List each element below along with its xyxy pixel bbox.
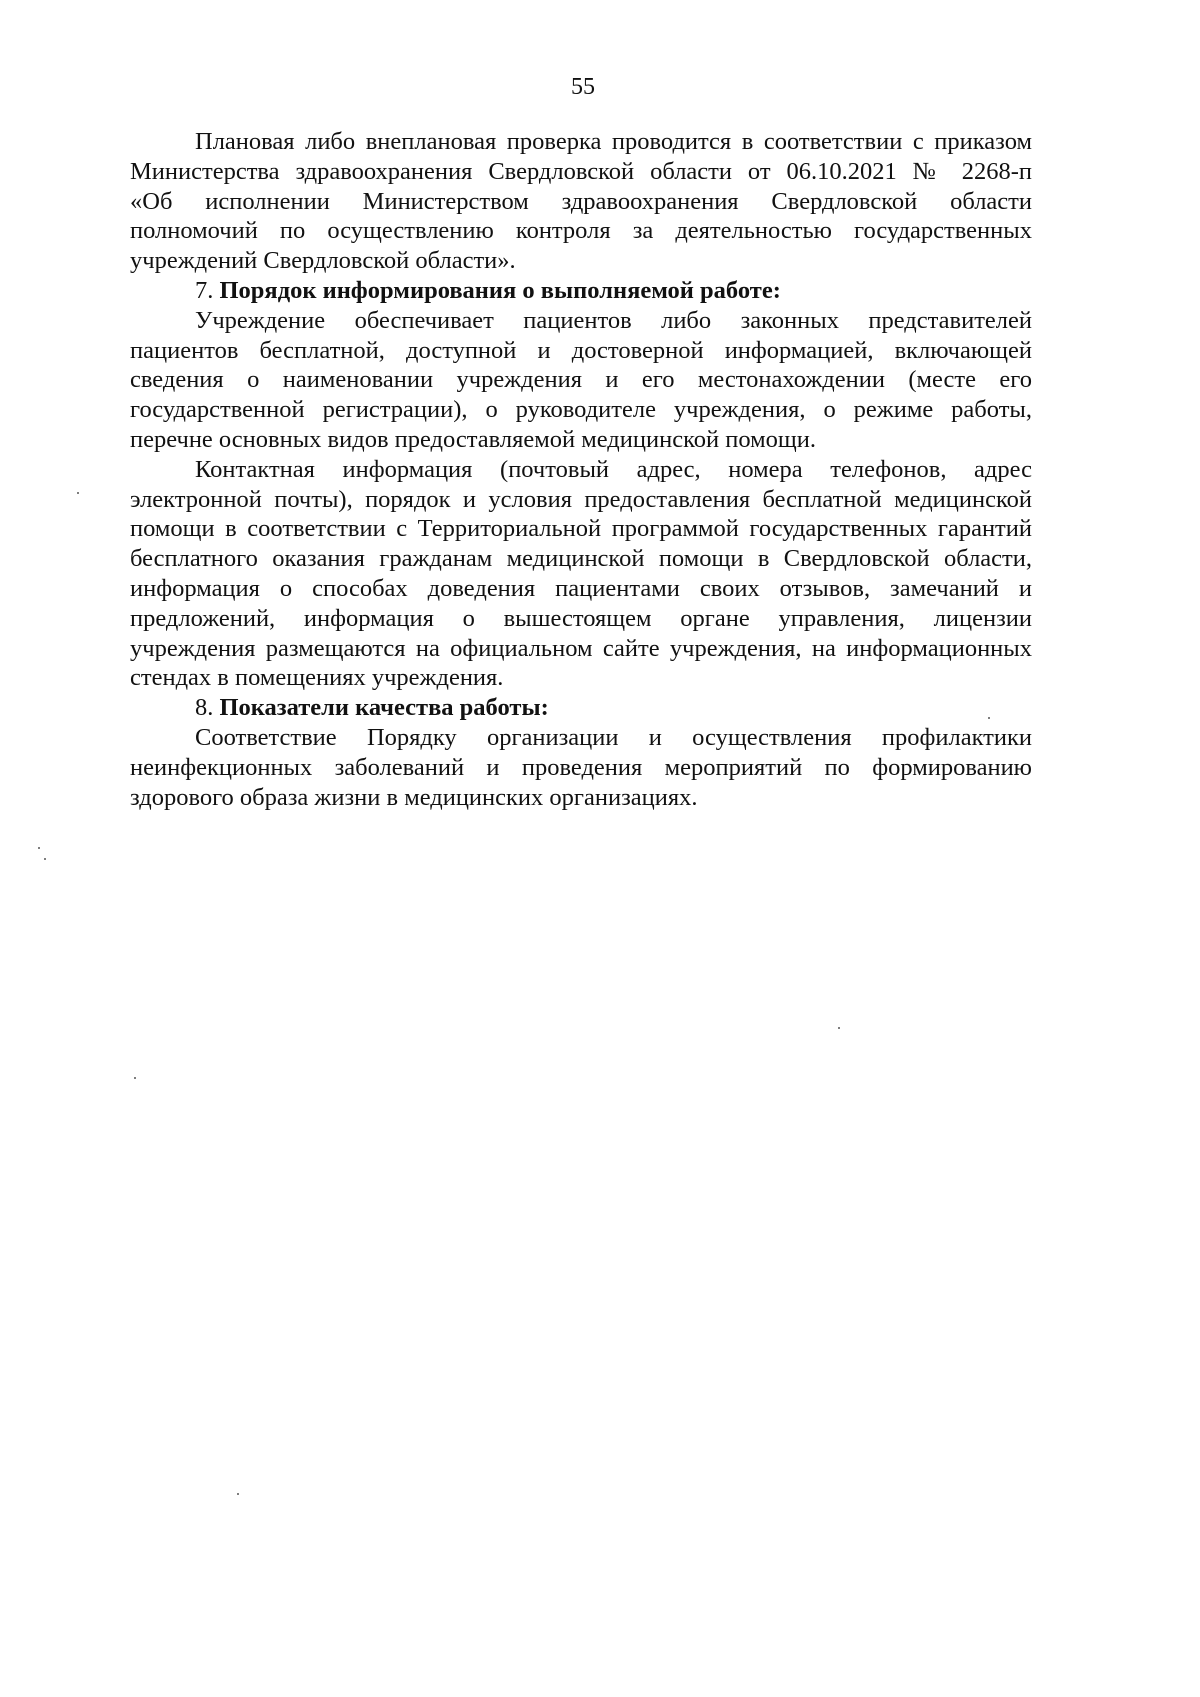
scan-speck	[44, 858, 46, 860]
text-line: полномочий по осуществлению контроля за деятельностью государственных	[130, 217, 1032, 245]
paragraph-information	[130, 306, 1032, 455]
heading-number: 7.	[195, 276, 220, 304]
scan-speck	[38, 847, 40, 849]
heading-text: Показатели качества работы:	[219, 694, 549, 722]
text-line: учреждения размещаются на официальном сайте учреждения, на информационных	[130, 634, 1032, 662]
paragraph-inspection	[130, 127, 1032, 276]
page-number: 55	[571, 74, 595, 100]
scan-speck	[237, 1493, 239, 1495]
section-heading-8	[130, 693, 1032, 723]
heading-number: 8.	[195, 694, 220, 722]
scan-speck	[838, 1027, 840, 1029]
text-line: государственной регистрации), о руководителе учреждения, о режиме работы,	[130, 396, 1032, 424]
scan-speck	[134, 1077, 136, 1079]
heading-text: Порядок информирования о выполняемой работе:	[219, 276, 781, 304]
text-line: информация о способах доведения пациентами своих отзывов, замечаний и	[130, 574, 1032, 602]
text-line: неинфекционных заболеваний и проведения мероприятий по формированию	[130, 753, 1032, 781]
text-line: пациентов бесплатной, доступной и достоверной информацией, включающей	[130, 336, 1032, 364]
paragraph-quality	[130, 723, 1032, 812]
section-heading-7	[130, 276, 1032, 306]
text-line: Плановая либо внеплановая проверка проводится в соответствии с приказом	[195, 128, 1032, 155]
scan-speck	[988, 717, 990, 719]
text-line: здорового образа жизни в медицинских организациях.	[130, 783, 698, 811]
text-line: сведения о наименовании учреждения и его местонахождении (месте его	[130, 366, 1032, 394]
text-line: бесплатного оказания гражданам медицинской помощи в Свердловской области,	[130, 545, 1032, 573]
text-line: помощи в соответствии с Территориальной программой государственных гарантий	[130, 515, 1032, 543]
text-line: учреждений Свердловской области».	[130, 247, 516, 275]
scan-speck	[77, 492, 79, 494]
text-line: Контактная информация (почтовый адрес, номера телефонов, адрес	[195, 455, 1032, 483]
text-line: Министерства здравоохранения Свердловской области от 06.10.2021 № 2268-п	[130, 157, 1032, 185]
text-line: стендах в помещениях учреждения.	[130, 664, 504, 692]
paragraph-contacts	[130, 455, 1032, 693]
text-line: Соответствие Порядку организации и осуществления профилактики	[195, 723, 1032, 751]
text-line: Учреждение обеспечивает пациентов либо законных представителей	[195, 306, 1032, 334]
document-body	[130, 127, 1032, 812]
text-line: «Об исполнении Министерством здравоохранения Свердловской области	[130, 187, 1032, 215]
text-line: перечне основных видов предоставляемой медицинской помощи.	[130, 425, 816, 453]
text-line: предложений, информация о вышестоящем органе управления, лицензии	[130, 604, 1032, 632]
text-line: электронной почты), порядок и условия предоставления бесплатной медицинской	[130, 485, 1032, 513]
